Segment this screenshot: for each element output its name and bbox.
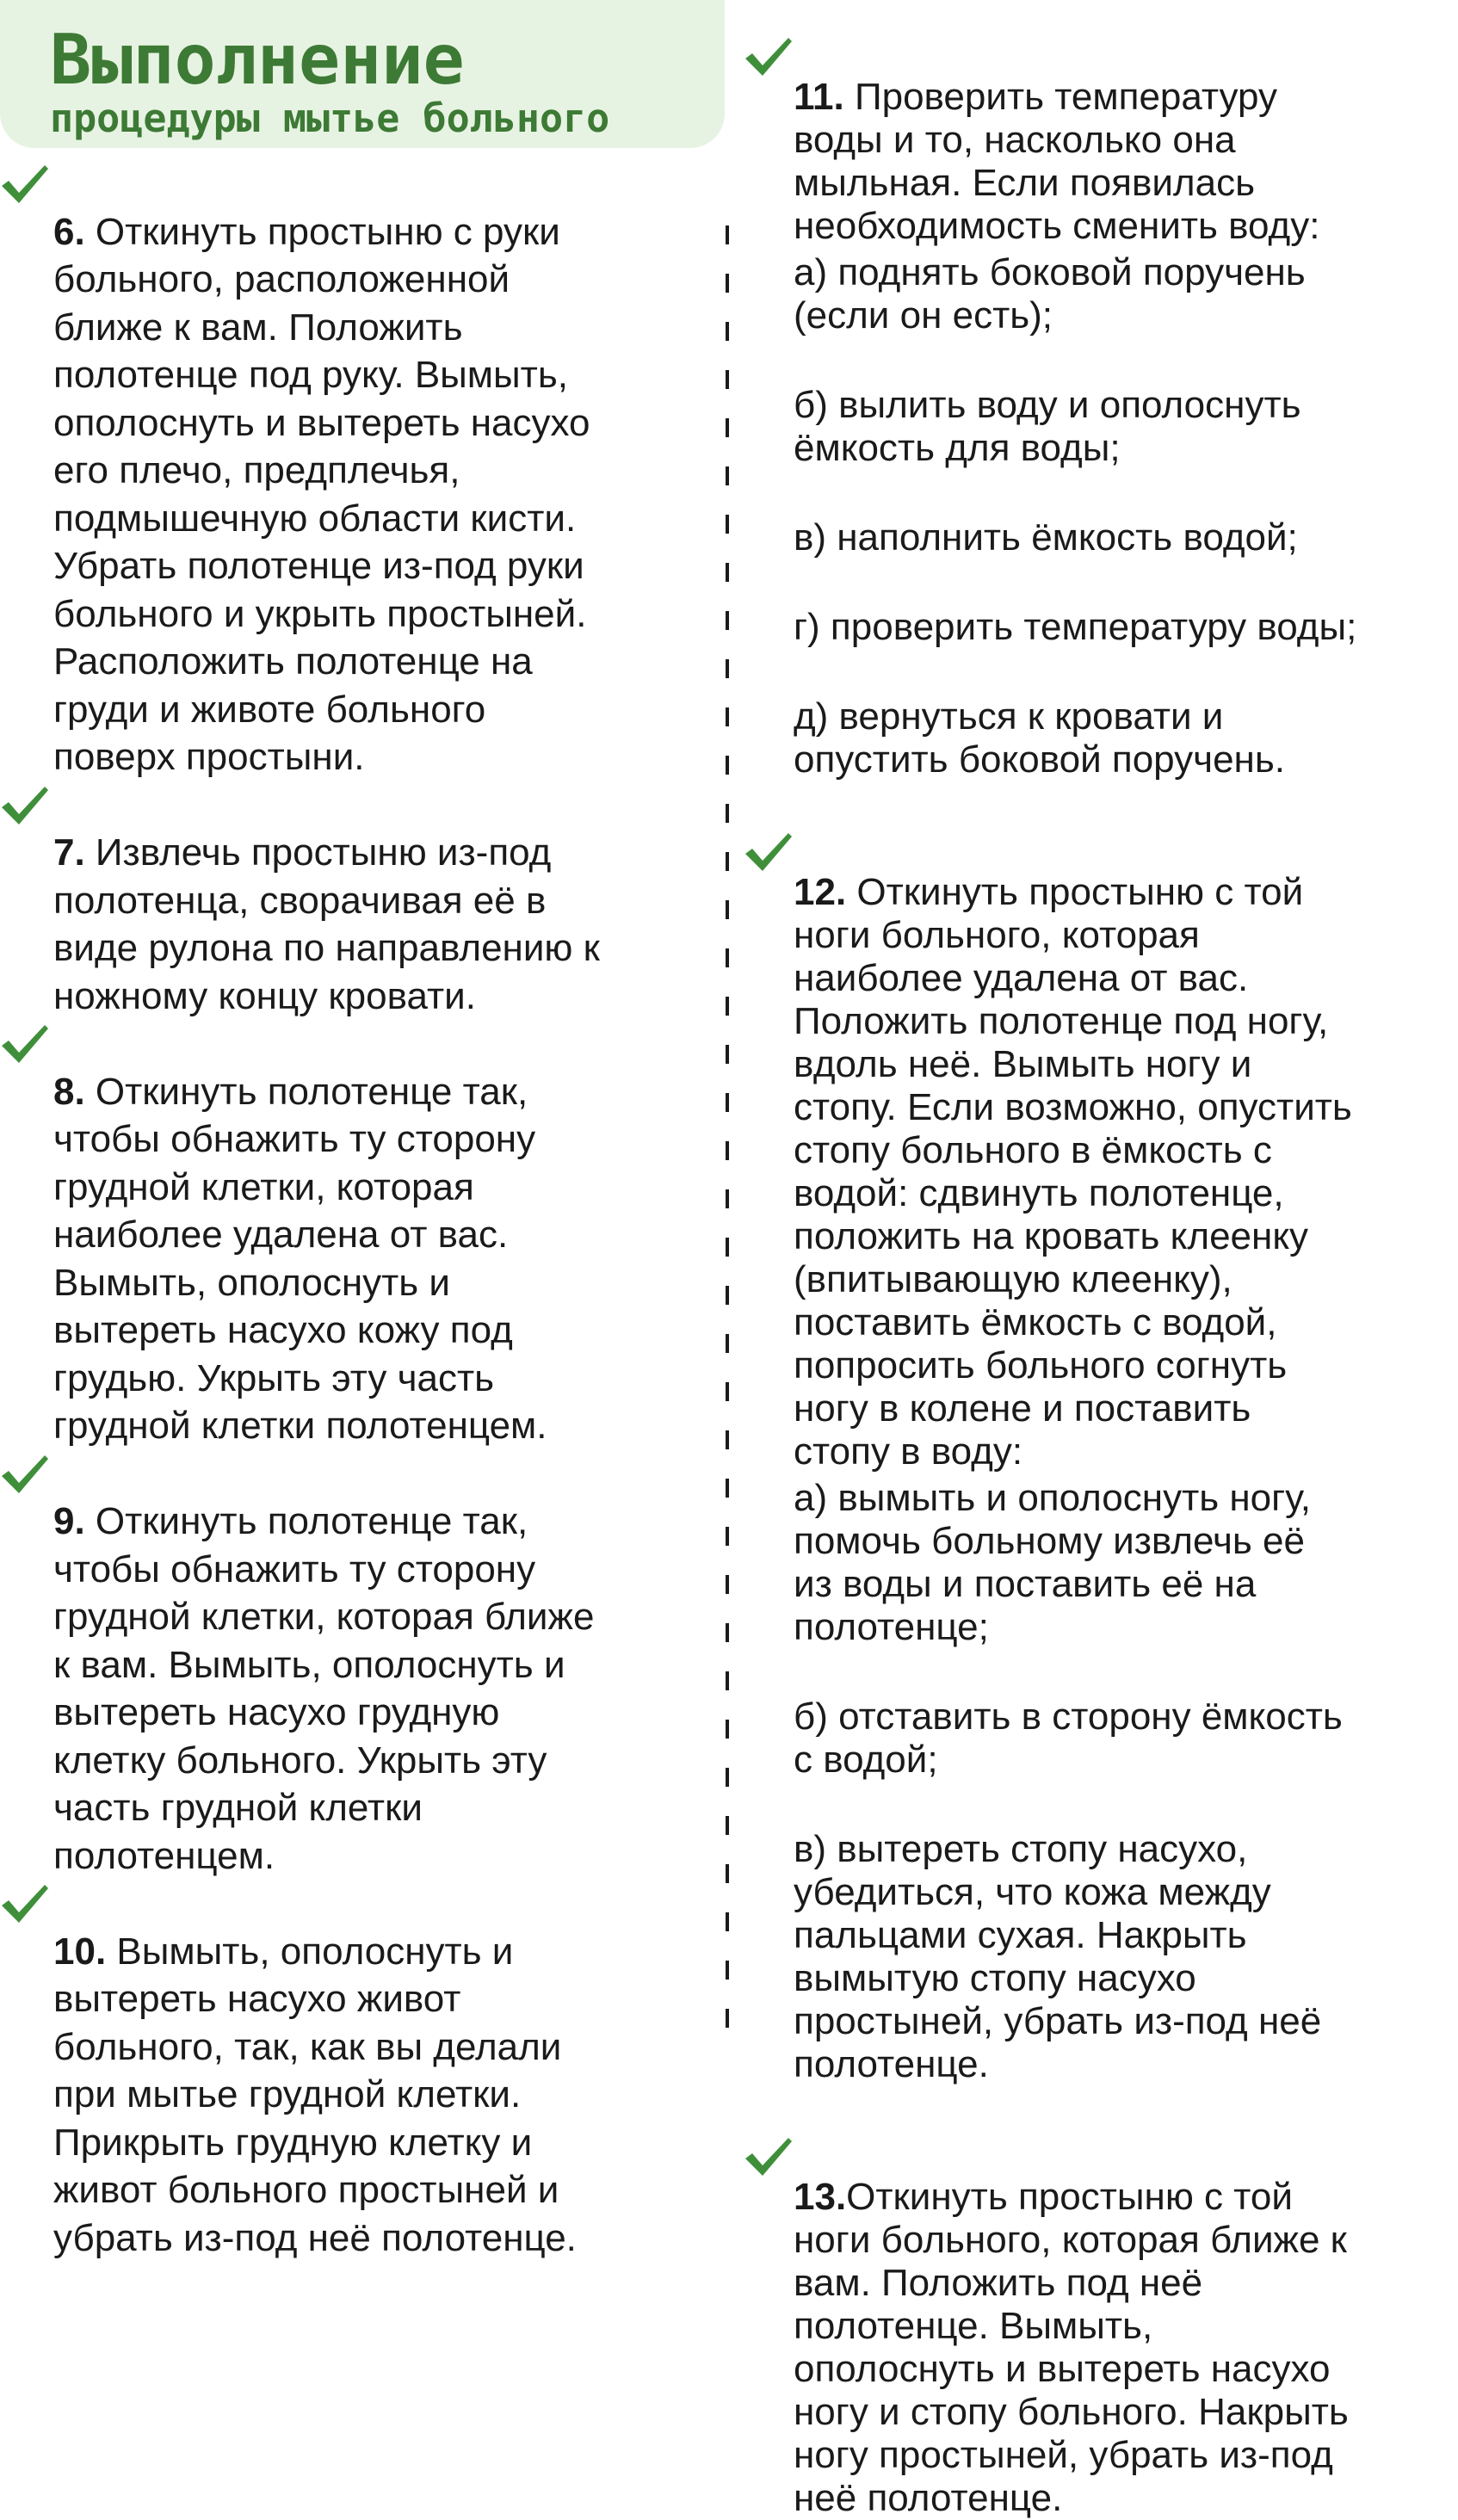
check-mark-icon: [0, 783, 50, 826]
check-mark-icon: [744, 34, 794, 77]
step-12: [794, 828, 1448, 2129]
substep-b: б) отставить в сторону ёмкость с водой;: [794, 1695, 1343, 1781]
step-number: 11.: [794, 76, 844, 118]
step-number: 13.: [794, 2176, 847, 2218]
check-mark-icon: [0, 1881, 50, 1924]
step-text: Откинуть полотенце так, чтобы обнажить ту сторону грудной клетки, которая наиболее удалена от вас. Вымыть, ополоснуть и вытереть насухо кожу под грудью. Укрыть эту часть грудной клетки полотенцем.: [53, 1070, 547, 1447]
step-number: 7.: [53, 831, 85, 874]
step-7: [53, 781, 707, 1021]
step-text: Проверить температуру воды и то, насколько она мыльная. Если появилась необходимость сменить воду:: [794, 76, 1320, 247]
substep-d: г) проверить температуру воды;: [794, 606, 1357, 648]
step-number: 9.: [53, 1500, 85, 1542]
step-8: [53, 1020, 707, 1450]
step-number: 10.: [53, 1930, 107, 1973]
check-mark-icon: [0, 1452, 50, 1495]
check-mark-icon: [0, 1022, 50, 1065]
step-text: Откинуть полотенце так, чтобы обнажить ту сторону грудной клетки, которая ближе к вам. Вымыть, ополоснуть и вытереть насухо грудную клетку больного. Укрыть эту часть грудной клетки полотенцем.: [53, 1500, 595, 1877]
step-text: Откинуть простыню с той ноги больного, которая наиболее удалена от вас. Положить полотенце под ногу, вдоль неё. Вымыть ногу и стопу. Если возможно, опустить стопу больного в ёмкость с водой: сдвинуть полотенце, положить на кровать клеенку (впитывающую клеенку), поставить ёмкость с водой, попросить больного согнуть ногу в колене и поставить стопу в воду:: [794, 871, 1352, 1473]
substep-c: в) вытереть стопу насухо, убедиться, что кожа между пальцами сухая. Накрыть вымытую стопу насухо простыней, убрать из-под неё полотенце.: [794, 1828, 1322, 2085]
step-number: 12.: [794, 871, 847, 913]
substep-a: а) поднять боковой поручень (если он есть);: [794, 251, 1306, 337]
page-subtitle: процедуры мытье больного: [50, 96, 610, 141]
step-number: 6.: [53, 210, 85, 253]
column-divider: [725, 225, 730, 2033]
step-number: 8.: [53, 1070, 85, 1113]
step-text: Откинуть простыню с руки больного, расположенной ближе к вам. Положить полотенце под руку. Вымыть, ополоснуть и вытереть насухо его плечо, предплечья, подмышечную области кисти. Убрать полотенце из-под руки больного и укрыть простыней. Расположить полотенце на груди и животе больного поверх простыни.: [53, 210, 590, 778]
step-text: Вымыть, ополоснуть и вытереть насухо живот больного, так, как вы делали при мытье грудной клетки. Прикрыть грудную клетку и живот больного простыней и убрать из-под неё полотенце.: [53, 1930, 577, 2259]
step-13: [794, 2133, 1448, 2520]
header-banner: [0, 0, 725, 148]
step-11: [794, 33, 1448, 825]
step-9: [53, 1450, 707, 1881]
check-mark-icon: [744, 2134, 794, 2177]
substep-b: б) вылить воду и ополоснуть ёмкость для воды;: [794, 384, 1301, 469]
check-mark-icon: [0, 162, 50, 205]
left-column: [53, 160, 707, 2262]
substep-e: д) вернуться к кровати и опустить боковой поручень.: [794, 695, 1285, 781]
step-10: [53, 1880, 707, 2262]
substep-c: в) наполнить ёмкость водой;: [794, 516, 1298, 559]
right-column: [794, 33, 1448, 2520]
step-6: [53, 160, 707, 781]
substep-a: а) вымыть и ополоснуть ногу, помочь больному извлечь её из воды и поставить её на полотенце;: [794, 1477, 1312, 1648]
page-title: Выполнение: [50, 20, 465, 100]
step-text: Откинуть простыню с той ноги больного, которая ближе к вам. Положить под неё полотенце. Вымыть, ополоснуть и вытереть насухо ногу и стопу больного. Накрыть ногу простыней, убрать из-под неё полотенце.: [794, 2176, 1349, 2519]
check-mark-icon: [744, 830, 794, 873]
step-text: Извлечь простыню из-под полотенца, сворачивая её в виде рулона по направлению к ножному концу кровати.: [53, 831, 600, 1017]
